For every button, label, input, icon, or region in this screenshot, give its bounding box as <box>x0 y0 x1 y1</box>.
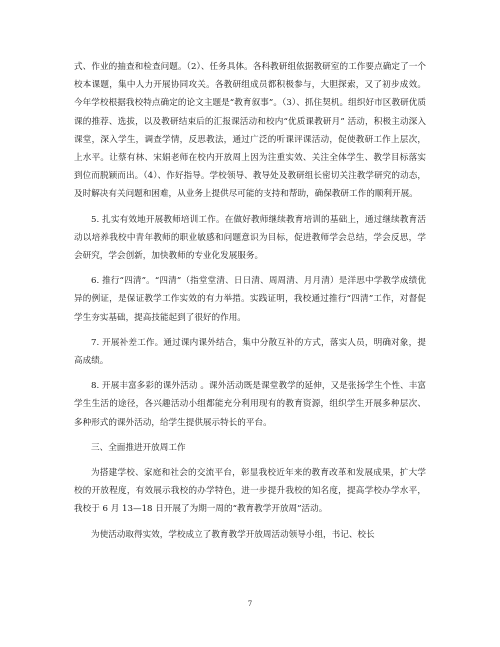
paragraph-1: 式、作业的抽查和检查问题。（2）、任务具体。各科教研组依据教研室的工作要点确定了一个校本课题，集中人力开展协同攻关。各教研组成员都积极参与，大胆探索，又了初步成效。今年学校根据我校特点确定的论文主题是“教育叙事”。（3）、抓住契机。组织好市区教研优质课的推荐、选拔，以及教研结束后的汇报课活动和校内“优质课教研月” 活动，积极主动深入课堂，深入学生，调查学情，反思教法，通过广泛的听课评课活动，促使教研工作上层次，上水平。让蔡有林、宋娟老师在校内开放周上因为注重实效、关注全体学生、教学目标落实到位而脱颖而出。（4）、作好指导。学校领导、教导处及教研组长密切关注教学研究的动态，及时解决有关问题和困难，从业务上提供尽可能的支持和帮助，确保教研工作的顺利开展。 <box>74 62 426 200</box>
page-content <box>74 58 426 551</box>
page-number: 7 <box>247 600 253 608</box>
paragraph-5: 8. 开展丰富多彩的课外活动 。课外活动既是课堂教学的延伸，又是张扬学生个性、丰富学生生活的途径，各兴趣活动小组都能充分利用现有的教育资源，组织学生开展多种层次、多种形式的课外活动，给学生提供展示特长的平台。 <box>74 381 426 428</box>
section-heading: 三、全面推进开放周工作 <box>91 442 186 453</box>
paragraph-2: 5. 扎实有效地开展教师培训工作。在做好教师继续教育培训的基础上，通过继续教育活动以培养我校中青年教师的职业敏感和问题意识为目标，促进教师学会总结，学会反思，学会研究，学会创新，加快教师的专业化发展服务。 <box>74 214 426 262</box>
paragraph-3: 6. 推行“四清”。“四清”（指堂堂清、日日清、周周清、月月清）是洋思中学教学成绩优异的例证，是保证教学工作实效的有力举措。实践证明，我校通过推行“四清”工作，对督促学生夯实基础，提高技能起到了很好的作用。 <box>74 276 426 323</box>
paragraph-7: 为使活动取得实效，学校成立了教育教学开放周活动领导小组，书记、校长 <box>91 529 375 540</box>
paragraph-6: 为搭建学校、家庭和社会的交流平台，彰显我校近年来的教育改革和发展成果，扩大学校的开放程度，有效展示我校的办学特色，进一步提升我校的知名度，提高学校办学水平，我校于 6 月 13—18 日开展了为期一周的“教育教学开放周”活动。 <box>74 468 426 515</box>
paragraph-4: 7. 开展补差工作。通过课内课外结合，集中分散互补的方式，落实人员，明确对象，提高成绩。 <box>74 337 426 367</box>
